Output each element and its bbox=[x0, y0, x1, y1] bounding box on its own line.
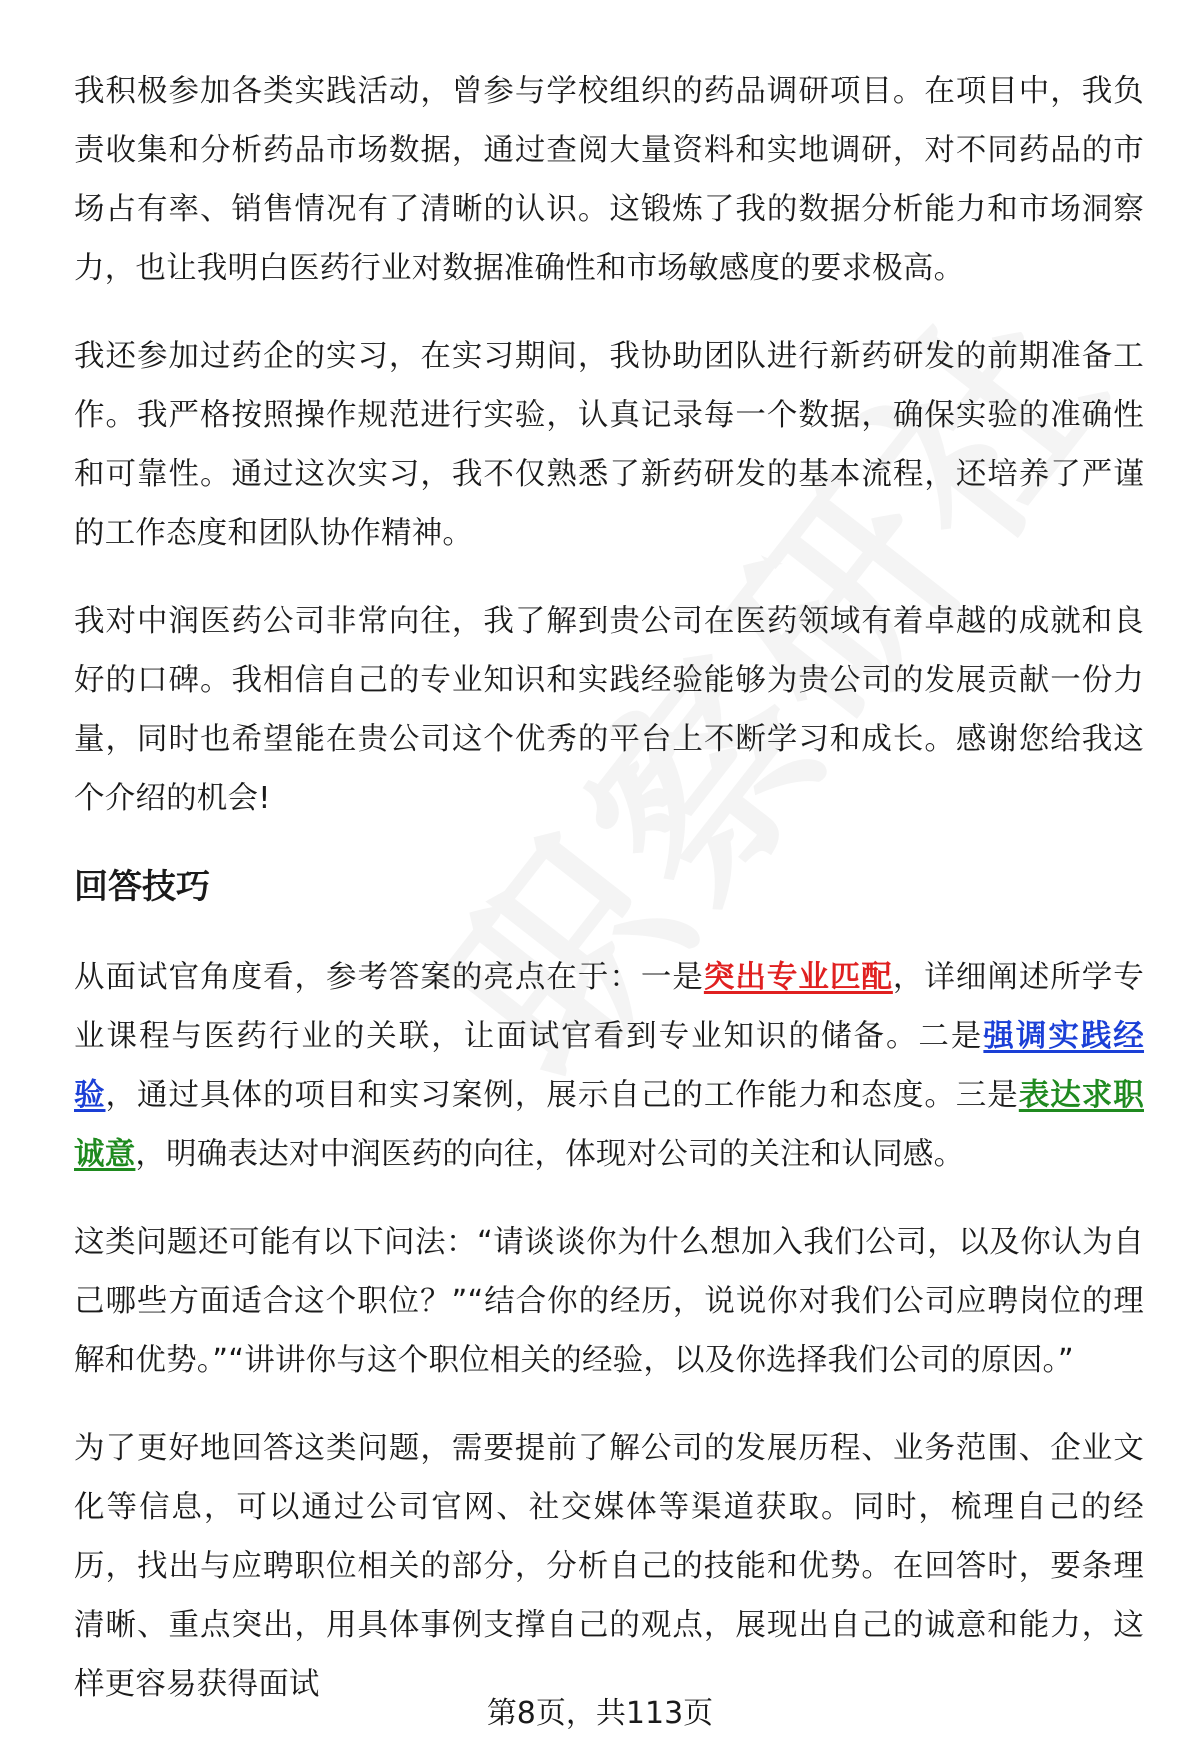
highlight-practical-experience: 强调实践经验 bbox=[74, 1019, 1145, 1113]
document-body bbox=[74, 62, 1144, 1743]
paragraph-tips bbox=[74, 948, 1144, 1184]
section-heading: 回答技巧 bbox=[74, 867, 210, 907]
tips-text-3: ，通过具体的项目和实习案例，展示自己的工作能力和态度。三是 bbox=[105, 1078, 1019, 1113]
paragraph-alternative-questions: 这类问题还可能有以下问法：“请谈谈你为什么想加入我们公司，以及你认为自己哪些方面适合这个职位？”“结合你的经历，说说你对我们公司应聘岗位的理解和优势。”“讲讲你与这个职位相关的经验，以及你选择我们公司的原因。” bbox=[74, 1225, 1144, 1378]
page-number: 第8页，共113页 bbox=[486, 1696, 714, 1731]
paragraph-internship: 我还参加过药企的实习，在实习期间，我协助团队进行新药研发的前期准备工作。我严格按照操作规范进行实验，认真记录每一个数据，确保实验的准确性和可靠性。通过这次实习，我不仅熟悉了新药研发的基本流程，还培养了严谨的工作态度和团队协作精神。 bbox=[74, 339, 1144, 551]
highlight-professional-match: 突出专业匹配 bbox=[703, 960, 893, 995]
paragraph-preparation: 为了更好地回答这类问题，需要提前了解公司的发展历程、业务范围、企业文化等信息，可以通过公司官网、社交媒体等渠道获取。同时，梳理自己的经历，找出与应聘职位相关的部分，分析自己的技能和优势。在回答时，要条理清晰、重点突出，用具体事例支撑自己的观点，展现出自己的诚意和能力，这样更容易获得面试 bbox=[74, 1431, 1144, 1702]
highlight-job-sincerity: 表达求职诚意 bbox=[74, 1078, 1144, 1172]
tips-text-2: ，详细阐述所学专业课程与医药行业的关联，让面试官看到专业知识的储备。二是 bbox=[74, 960, 1144, 1054]
tips-text-4: ，明确表达对中润医药的向往，体现对公司的关注和认同感。 bbox=[135, 1137, 965, 1172]
paragraph-practice: 我积极参加各类实践活动，曾参与学校组织的药品调研项目。在项目中，我负责收集和分析药品市场数据，通过查阅大量资料和实地调研，对不同药品的市场占有率、销售情况有了清晰的认识。这锻炼了我的数据分析能力和市场洞察力，也让我明白医药行业对数据准确性和市场敏感度的要求极高。 bbox=[74, 74, 1144, 286]
tips-text-1: 从面试官角度看，参考答案的亮点在于：一是 bbox=[74, 960, 704, 995]
paragraph-company: 我对中润医药公司非常向往，我了解到贵公司在医药领域有着卓越的成就和良好的口碑。我相信自己的专业知识和实践经验能够为贵公司的发展贡献一份力量，同时也希望能在贵公司这个优秀的平台上不断学习和成长。感谢您给我这个介绍的机会! bbox=[74, 604, 1144, 816]
